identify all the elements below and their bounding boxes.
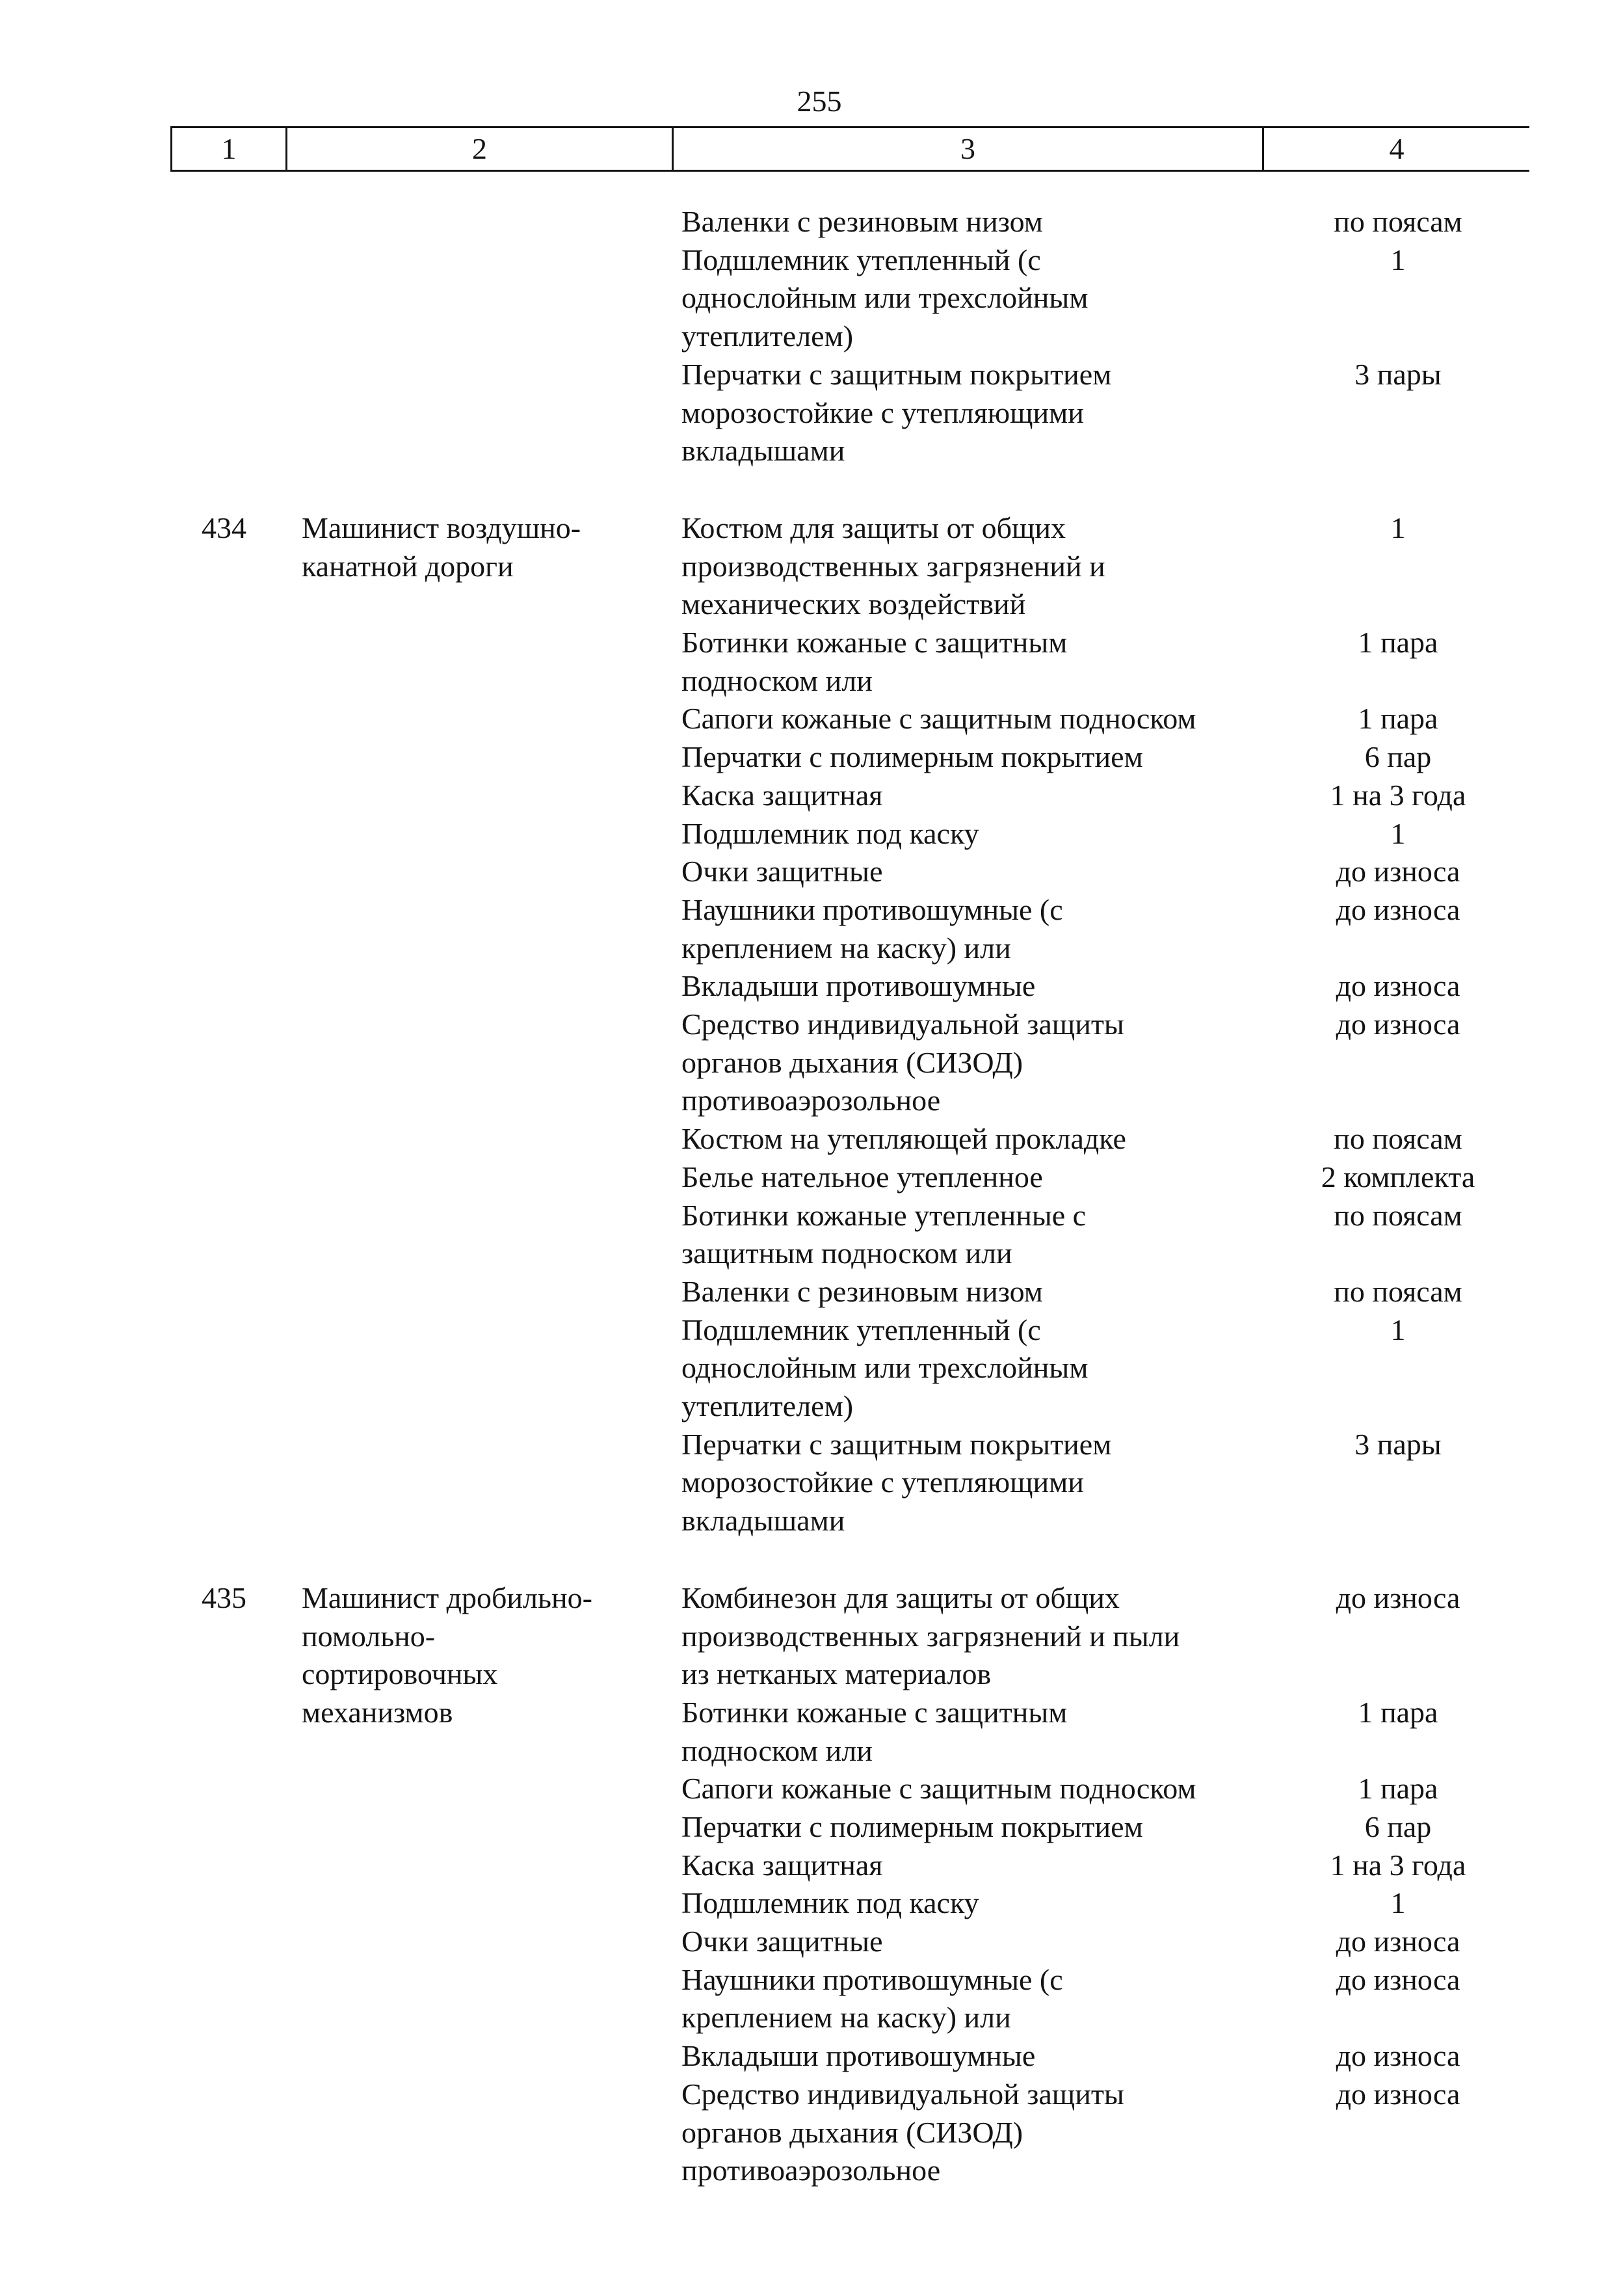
item-quantity: до износа [1336, 1925, 1460, 1958]
item-quantity: 1 [1390, 817, 1406, 850]
item-name-line: морозостойкие с утепляющими [681, 1465, 1084, 1499]
item-name-line: Сапоги кожаные с защитным подноском [681, 1772, 1196, 1805]
profession-line: Машинист воздушно- [302, 511, 581, 544]
item-name-line: Подшлемник утепленный (с [681, 1313, 1041, 1346]
item-name-line: Сапоги кожаные с защитным подноском [681, 702, 1196, 735]
item-name-line: Подшлемник под каску [681, 1886, 979, 1919]
item-name-line: органов дыхания (СИЗОД) [681, 1046, 1023, 1079]
item-quantity: по поясам [1334, 205, 1462, 238]
item-name-line: Валенки с резиновым низом [681, 205, 1043, 238]
item-quantity: до износа [1336, 1963, 1460, 1996]
item-quantity: 1 [1390, 1313, 1406, 1346]
item-name-line: из нетканых материалов [681, 1657, 992, 1690]
item-quantity: 2 комплекта [1321, 1160, 1475, 1194]
item-name-line: Белье нательное утепленное [681, 1160, 1043, 1194]
item-quantity: 1 [1390, 243, 1406, 276]
column-header-2: 2 [287, 128, 674, 170]
item-quantity: 1 пара [1358, 1772, 1438, 1805]
entry-number: 434 [202, 511, 246, 544]
item-name-line: подноском или [681, 664, 873, 697]
item-quantity: до износа [1336, 1008, 1460, 1041]
item-quantity: до износа [1336, 2039, 1460, 2072]
item-quantity: до износа [1336, 855, 1460, 888]
column-header-1: 1 [170, 128, 287, 170]
item-quantity: 3 пары [1354, 358, 1442, 391]
item-name-line: Ботинки кожаные с защитным [681, 626, 1068, 659]
item-name-line: производственных загрязнений и [681, 550, 1105, 583]
item-name-line: Костюм на утепляющей прокладке [681, 1122, 1126, 1155]
item-quantity: по поясам [1334, 1199, 1462, 1232]
profession-line: помольно- [302, 1620, 436, 1653]
item-name-line: однослойным или трехслойным [681, 1351, 1089, 1384]
item-name-line: Ботинки кожаные утепленные с [681, 1199, 1087, 1232]
item-quantity: 6 пар [1364, 1810, 1432, 1843]
item-quantity: до износа [1336, 2077, 1460, 2111]
item-name-line: Перчатки с защитным покрытием [681, 358, 1112, 391]
item-quantity: 1 [1390, 1886, 1406, 1919]
item-name-line: Средство индивидуальной защиты [681, 1008, 1124, 1041]
item-name-line: органов дыхания (СИЗОД) [681, 2116, 1023, 2149]
item-name-line: Очки защитные [681, 1925, 883, 1958]
item-name-line: Наушники противошумные (с [681, 893, 1063, 926]
item-quantity: до износа [1336, 969, 1460, 1002]
profession-line: сортировочных [302, 1657, 498, 1690]
item-name-line: Перчатки с защитным покрытием [681, 1428, 1112, 1461]
item-name-line: креплением на каску) или [681, 2001, 1011, 2034]
item-name-line: морозостойкие с утепляющими [681, 396, 1084, 429]
item-quantity: 6 пар [1364, 740, 1432, 773]
item-quantity: 1 на 3 года [1330, 779, 1466, 812]
item-name-line: Костюм для защиты от общих [681, 511, 1066, 544]
item-name-line: Подшлемник под каску [681, 817, 979, 850]
item-quantity: по поясам [1334, 1122, 1462, 1155]
item-name-line: производственных загрязнений и пыли [681, 1620, 1180, 1653]
item-name-line: подноском или [681, 1734, 873, 1767]
item-name-line: однослойным или трехслойным [681, 281, 1089, 314]
item-quantity: до износа [1336, 893, 1460, 926]
column-header-row [170, 126, 1529, 172]
item-name-line: Ботинки кожаные с защитным [681, 1696, 1068, 1729]
item-name-line: Подшлемник утепленный (с [681, 243, 1041, 276]
item-name-line: Каска защитная [681, 779, 883, 812]
item-quantity: до износа [1336, 1581, 1460, 1614]
item-name-line: Перчатки с полимерным покрытием [681, 740, 1143, 773]
item-quantity: 1 пара [1358, 702, 1438, 735]
item-name-line: Каска защитная [681, 1849, 883, 1882]
item-name-line: Вкладыши противошумные [681, 2039, 1036, 2072]
page-number: 255 [797, 85, 842, 118]
item-name-line: утеплителем) [681, 319, 854, 353]
profession-line: канатной дороги [302, 550, 514, 583]
column-header-3: 3 [674, 128, 1264, 170]
item-name-line: вкладышами [681, 434, 845, 467]
item-name-line: противоаэрозольное [681, 1084, 941, 1117]
profession-line: механизмов [302, 1696, 453, 1729]
item-name-line: механических воздействий [681, 587, 1026, 621]
item-quantity: 1 на 3 года [1330, 1849, 1466, 1882]
item-quantity: 1 пара [1358, 1696, 1438, 1729]
item-quantity: 3 пары [1354, 1428, 1442, 1461]
item-name-line: креплением на каску) или [681, 931, 1011, 965]
item-name-line: противоаэрозольное [681, 2154, 941, 2187]
item-name-line: защитным подноском или [681, 1236, 1012, 1270]
item-name-line: вкладышами [681, 1504, 845, 1537]
item-name-line: Комбинезон для защиты от общих [681, 1581, 1120, 1614]
item-name-line: Перчатки с полимерным покрытием [681, 1810, 1143, 1843]
item-name-line: утеплителем) [681, 1389, 854, 1422]
item-name-line: Валенки с резиновым низом [681, 1275, 1043, 1308]
profession-line: Машинист дробильно- [302, 1581, 592, 1614]
item-name-line: Наушники противошумные (с [681, 1963, 1063, 1996]
item-quantity: 1 пара [1358, 626, 1438, 659]
item-quantity: по поясам [1334, 1275, 1462, 1308]
item-name-line: Средство индивидуальной защиты [681, 2077, 1124, 2111]
column-header-4: 4 [1389, 132, 1405, 165]
item-quantity: 1 [1390, 511, 1406, 544]
item-name-line: Очки защитные [681, 855, 883, 888]
item-name-line: Вкладыши противошумные [681, 969, 1036, 1002]
entry-number: 435 [202, 1581, 246, 1614]
